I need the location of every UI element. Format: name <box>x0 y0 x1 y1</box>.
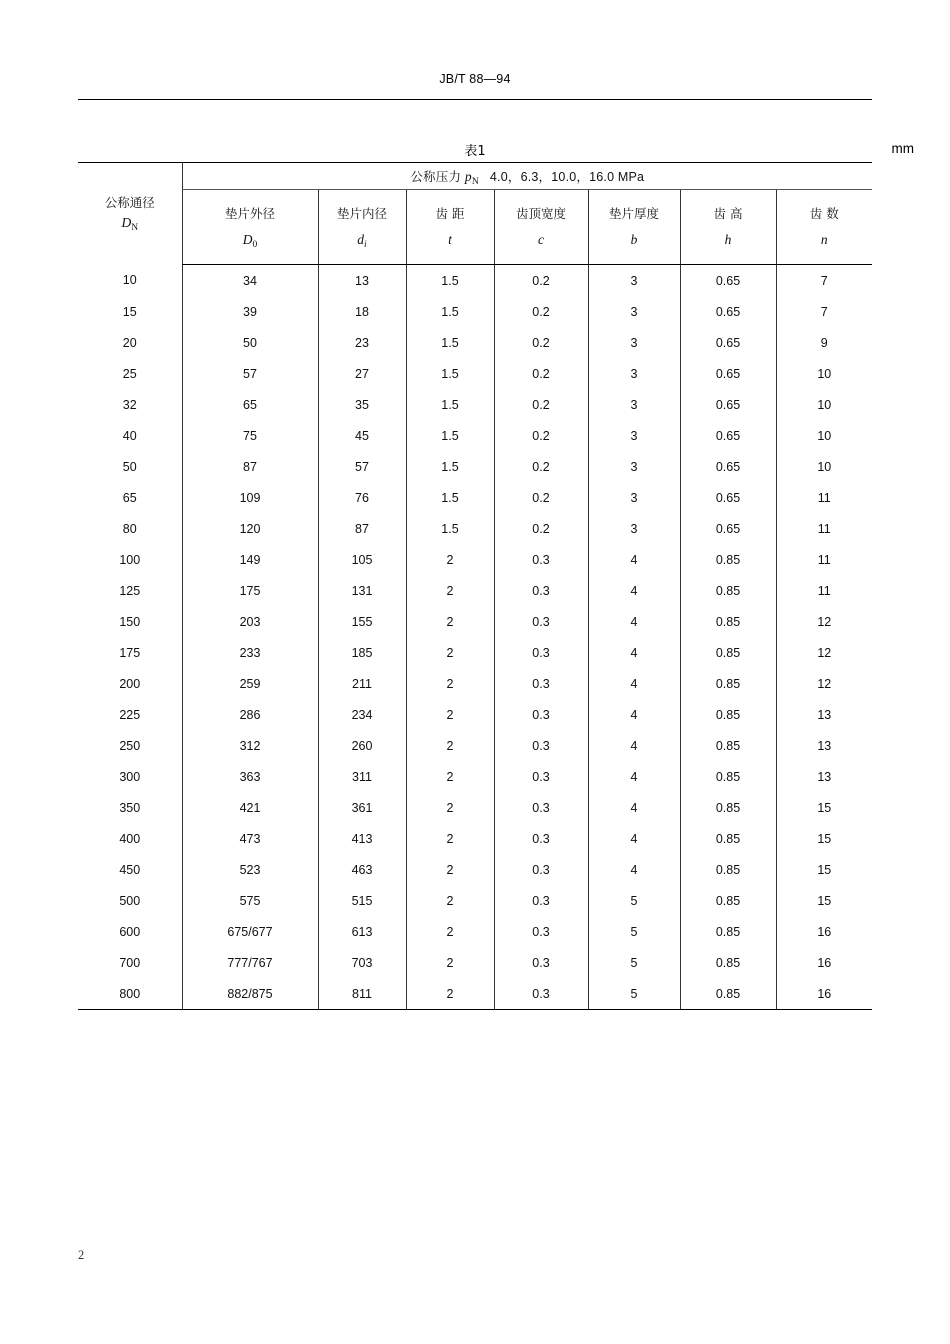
table-row <box>78 265 872 297</box>
header-nominal-diameter <box>78 163 182 265</box>
cell-D0: 65 <box>182 389 318 420</box>
cell-n: 15 <box>776 885 872 916</box>
cell-h: 0.65 <box>680 513 776 544</box>
cell-n: 16 <box>776 947 872 978</box>
table-row <box>78 668 872 699</box>
cell-b: 5 <box>588 978 680 1010</box>
table-row <box>78 637 872 668</box>
header-outer-diameter-zh: 垫片外径 <box>224 205 275 221</box>
cell-D0: 34 <box>182 265 318 297</box>
cell-D0: 50 <box>182 327 318 358</box>
cell-D0: 87 <box>182 451 318 482</box>
table-row <box>78 730 872 761</box>
cell-n: 9 <box>776 327 872 358</box>
cell-D0: 259 <box>182 668 318 699</box>
cell-DN: 700 <box>119 955 141 970</box>
cell-di: 413 <box>318 823 406 854</box>
cell-t: 1.5 <box>406 389 494 420</box>
header-gasket-thickness-symbol: b <box>630 231 638 247</box>
cell-D0: 120 <box>182 513 318 544</box>
cell-h: 0.85 <box>680 854 776 885</box>
table-row <box>78 761 872 792</box>
table-row <box>78 389 872 420</box>
cell-h: 0.85 <box>680 730 776 761</box>
cell-DN: 250 <box>119 738 141 753</box>
cell-t: 2 <box>406 730 494 761</box>
table-row <box>78 823 872 854</box>
header-outer-diameter-symbol: $D_0$ <box>242 231 258 250</box>
cell-di: 76 <box>318 482 406 513</box>
cell-b: 4 <box>588 575 680 606</box>
cell-c: 0.3 <box>494 544 588 575</box>
cell-c: 0.2 <box>494 451 588 482</box>
cell-b: 5 <box>588 947 680 978</box>
cell-D0: 203 <box>182 606 318 637</box>
cell-D0: 149 <box>182 544 318 575</box>
cell-c: 0.3 <box>494 916 588 947</box>
cell-c: 0.3 <box>494 668 588 699</box>
table-row <box>78 699 872 730</box>
cell-c: 0.2 <box>494 296 588 327</box>
table-row <box>78 885 872 916</box>
cell-D0: 286 <box>182 699 318 730</box>
header-tooth-pitch <box>406 190 494 265</box>
cell-DN: 175 <box>119 645 141 660</box>
cell-b: 4 <box>588 761 680 792</box>
cell-D0: 777/767 <box>182 947 318 978</box>
nominal-pressure-values: 4.0，6.3，10.0，16.0 MPa <box>489 170 645 184</box>
cell-t: 2 <box>406 699 494 730</box>
cell-h: 0.85 <box>680 916 776 947</box>
header-tooth-crest-width-zh: 齿顶宽度 <box>515 205 566 221</box>
cell-t: 2 <box>406 761 494 792</box>
cell-n: 10 <box>776 420 872 451</box>
table-head <box>78 163 872 265</box>
cell-di: 23 <box>318 327 406 358</box>
cell-n: 16 <box>776 978 872 1010</box>
cell-DN: 500 <box>119 893 141 908</box>
header-tooth-crest-width <box>494 190 588 265</box>
cell-b: 3 <box>588 513 680 544</box>
cell-DN: 225 <box>119 707 141 722</box>
cell-h: 0.65 <box>680 296 776 327</box>
cell-h: 0.85 <box>680 947 776 978</box>
cell-t: 1.5 <box>406 296 494 327</box>
cell-DN: 125 <box>119 583 141 598</box>
cell-b: 4 <box>588 792 680 823</box>
nominal-pressure-header <box>182 163 872 190</box>
nominal-pressure-label: 公称压力 <box>410 170 462 184</box>
cell-t: 2 <box>406 792 494 823</box>
header-tooth-count-symbol: n <box>820 231 828 247</box>
table-row <box>78 482 872 513</box>
cell-di: 13 <box>318 265 406 297</box>
cell-D0: 312 <box>182 730 318 761</box>
cell-n: 12 <box>776 668 872 699</box>
table-row <box>78 978 872 1010</box>
cell-DN: 450 <box>119 862 141 877</box>
cell-DN: 65 <box>122 490 137 505</box>
header-nominal-diameter-zh: 公称通径 <box>104 195 155 211</box>
cell-D0: 57 <box>182 358 318 389</box>
cell-t: 1.5 <box>406 420 494 451</box>
header-gasket-thickness <box>588 190 680 265</box>
cell-b: 3 <box>588 482 680 513</box>
cell-c: 0.3 <box>494 606 588 637</box>
cell-D0: 473 <box>182 823 318 854</box>
cell-b: 3 <box>588 327 680 358</box>
cell-di: 463 <box>318 854 406 885</box>
cell-DN: 600 <box>119 924 141 939</box>
cell-D0: 75 <box>182 420 318 451</box>
cell-n: 16 <box>776 916 872 947</box>
cell-t: 1.5 <box>406 265 494 297</box>
cell-D0: 575 <box>182 885 318 916</box>
column-header-row <box>78 190 872 265</box>
header-tooth-pitch-symbol: t <box>448 231 452 247</box>
cell-di: 703 <box>318 947 406 978</box>
cell-di: 57 <box>318 451 406 482</box>
cell-b: 5 <box>588 885 680 916</box>
cell-n: 7 <box>776 296 872 327</box>
pressure-header-row <box>78 163 872 190</box>
gasket-spec-table <box>78 162 872 1010</box>
cell-h: 0.85 <box>680 606 776 637</box>
cell-DN: 150 <box>119 614 141 629</box>
cell-D0: 523 <box>182 854 318 885</box>
cell-di: 105 <box>318 544 406 575</box>
cell-t: 2 <box>406 947 494 978</box>
cell-b: 5 <box>588 916 680 947</box>
cell-DN: 25 <box>122 366 137 381</box>
table-row <box>78 358 872 389</box>
cell-h: 0.85 <box>680 699 776 730</box>
cell-h: 0.85 <box>680 637 776 668</box>
header-tooth-pitch-zh: 齿 距 <box>435 205 465 221</box>
cell-di: 45 <box>318 420 406 451</box>
cell-b: 4 <box>588 544 680 575</box>
cell-D0: 675/677 <box>182 916 318 947</box>
cell-h: 0.85 <box>680 978 776 1010</box>
table-caption: 表1 <box>464 144 486 159</box>
cell-di: 27 <box>318 358 406 389</box>
header-tooth-height <box>680 190 776 265</box>
cell-DN: 10 <box>122 273 137 288</box>
cell-DN: 50 <box>122 459 137 474</box>
cell-h: 0.65 <box>680 358 776 389</box>
cell-DN: 15 <box>122 304 137 319</box>
table-row <box>78 916 872 947</box>
cell-di: 260 <box>318 730 406 761</box>
cell-n: 13 <box>776 761 872 792</box>
table-row <box>78 513 872 544</box>
cell-t: 1.5 <box>406 513 494 544</box>
cell-b: 3 <box>588 451 680 482</box>
table-row <box>78 606 872 637</box>
cell-h: 0.65 <box>680 420 776 451</box>
cell-D0: 882/875 <box>182 978 318 1010</box>
cell-t: 2 <box>406 544 494 575</box>
cell-b: 4 <box>588 730 680 761</box>
table-row <box>78 544 872 575</box>
cell-DN: 80 <box>122 521 137 536</box>
cell-t: 1.5 <box>406 451 494 482</box>
cell-D0: 421 <box>182 792 318 823</box>
cell-di: 361 <box>318 792 406 823</box>
cell-b: 3 <box>588 265 680 297</box>
table-caption-band <box>78 140 914 160</box>
cell-DN: 200 <box>119 676 141 691</box>
cell-c: 0.3 <box>494 699 588 730</box>
cell-c: 0.3 <box>494 854 588 885</box>
table-row <box>78 854 872 885</box>
cell-b: 3 <box>588 389 680 420</box>
cell-di: 185 <box>318 637 406 668</box>
cell-t: 1.5 <box>406 358 494 389</box>
cell-di: 87 <box>318 513 406 544</box>
cell-D0: 109 <box>182 482 318 513</box>
cell-b: 4 <box>588 637 680 668</box>
cell-h: 0.85 <box>680 761 776 792</box>
table-row <box>78 451 872 482</box>
cell-c: 0.2 <box>494 265 588 297</box>
cell-di: 613 <box>318 916 406 947</box>
cell-c: 0.3 <box>494 978 588 1010</box>
cell-b: 3 <box>588 420 680 451</box>
cell-D0: 363 <box>182 761 318 792</box>
header-nominal-diameter-symbol: $D_N$ <box>121 215 139 234</box>
cell-di: 811 <box>318 978 406 1010</box>
cell-di: 211 <box>318 668 406 699</box>
cell-h: 0.85 <box>680 792 776 823</box>
header-tooth-count <box>776 190 872 265</box>
cell-h: 0.85 <box>680 823 776 854</box>
cell-t: 2 <box>406 978 494 1010</box>
nominal-pressure-symbol: $p_N$ <box>464 169 479 187</box>
cell-c: 0.2 <box>494 420 588 451</box>
cell-di: 131 <box>318 575 406 606</box>
cell-h: 0.85 <box>680 885 776 916</box>
cell-D0: 175 <box>182 575 318 606</box>
cell-c: 0.2 <box>494 327 588 358</box>
cell-n: 13 <box>776 699 872 730</box>
cell-c: 0.3 <box>494 823 588 854</box>
header-tooth-height-zh: 齿 高 <box>713 205 743 221</box>
cell-DN: 300 <box>119 769 141 784</box>
cell-t: 2 <box>406 606 494 637</box>
cell-c: 0.3 <box>494 761 588 792</box>
cell-DN: 20 <box>122 335 137 350</box>
cell-n: 12 <box>776 637 872 668</box>
cell-c: 0.3 <box>494 730 588 761</box>
cell-h: 0.85 <box>680 544 776 575</box>
cell-di: 18 <box>318 296 406 327</box>
cell-di: 311 <box>318 761 406 792</box>
unit-label: mm <box>891 141 914 156</box>
cell-b: 3 <box>588 358 680 389</box>
cell-n: 15 <box>776 792 872 823</box>
cell-DN: 350 <box>119 800 141 815</box>
header-tooth-crest-width-symbol: c <box>538 231 544 247</box>
cell-D0: 39 <box>182 296 318 327</box>
cell-n: 10 <box>776 358 872 389</box>
cell-c: 0.3 <box>494 575 588 606</box>
cell-c: 0.3 <box>494 792 588 823</box>
cell-t: 1.5 <box>406 327 494 358</box>
running-header: JB/T 88—94 <box>439 72 511 86</box>
cell-h: 0.65 <box>680 327 776 358</box>
cell-b: 4 <box>588 699 680 730</box>
cell-t: 2 <box>406 885 494 916</box>
spec-table-wrapper <box>78 162 872 1010</box>
cell-D0: 233 <box>182 637 318 668</box>
cell-h: 0.85 <box>680 575 776 606</box>
cell-n: 12 <box>776 606 872 637</box>
header-divider <box>78 99 872 100</box>
cell-n: 11 <box>776 482 872 513</box>
table-row <box>78 792 872 823</box>
cell-b: 3 <box>588 296 680 327</box>
cell-c: 0.2 <box>494 482 588 513</box>
table-row <box>78 575 872 606</box>
header-inner-diameter-zh: 垫片内径 <box>336 205 387 221</box>
cell-h: 0.65 <box>680 389 776 420</box>
cell-n: 10 <box>776 451 872 482</box>
cell-c: 0.3 <box>494 885 588 916</box>
cell-c: 0.2 <box>494 389 588 420</box>
header-gasket-thickness-zh: 垫片厚度 <box>608 205 659 221</box>
cell-h: 0.65 <box>680 451 776 482</box>
table-row <box>78 420 872 451</box>
cell-c: 0.2 <box>494 513 588 544</box>
cell-c: 0.2 <box>494 358 588 389</box>
cell-di: 234 <box>318 699 406 730</box>
header-inner-diameter-symbol: $d_i$ <box>357 231 367 250</box>
cell-b: 4 <box>588 668 680 699</box>
cell-n: 11 <box>776 544 872 575</box>
cell-DN: 40 <box>122 428 137 443</box>
header-tooth-count-zh: 齿 数 <box>809 205 839 221</box>
cell-t: 1.5 <box>406 482 494 513</box>
table-row <box>78 327 872 358</box>
cell-b: 4 <box>588 854 680 885</box>
cell-t: 2 <box>406 916 494 947</box>
cell-c: 0.3 <box>494 947 588 978</box>
cell-n: 7 <box>776 265 872 297</box>
header-outer-diameter <box>182 190 318 265</box>
table-body <box>78 265 872 1010</box>
header-inner-diameter <box>318 190 406 265</box>
cell-b: 4 <box>588 606 680 637</box>
cell-n: 10 <box>776 389 872 420</box>
cell-h: 0.65 <box>680 265 776 297</box>
cell-t: 2 <box>406 575 494 606</box>
cell-n: 11 <box>776 513 872 544</box>
header-tooth-height-symbol: h <box>724 231 732 247</box>
cell-n: 11 <box>776 575 872 606</box>
page-number: 2 <box>78 1248 85 1262</box>
cell-DN: 400 <box>119 831 141 846</box>
cell-DN: 100 <box>119 552 141 567</box>
table-row <box>78 947 872 978</box>
cell-c: 0.3 <box>494 637 588 668</box>
cell-t: 2 <box>406 823 494 854</box>
table-row <box>78 296 872 327</box>
cell-DN: 32 <box>122 397 137 412</box>
cell-b: 4 <box>588 823 680 854</box>
cell-n: 15 <box>776 823 872 854</box>
cell-DN: 800 <box>78 978 182 1010</box>
cell-h: 0.85 <box>680 668 776 699</box>
cell-n: 13 <box>776 730 872 761</box>
cell-di: 155 <box>318 606 406 637</box>
cell-t: 2 <box>406 637 494 668</box>
cell-t: 2 <box>406 854 494 885</box>
cell-n: 15 <box>776 854 872 885</box>
cell-di: 515 <box>318 885 406 916</box>
cell-di: 35 <box>318 389 406 420</box>
cell-t: 2 <box>406 668 494 699</box>
cell-h: 0.65 <box>680 482 776 513</box>
